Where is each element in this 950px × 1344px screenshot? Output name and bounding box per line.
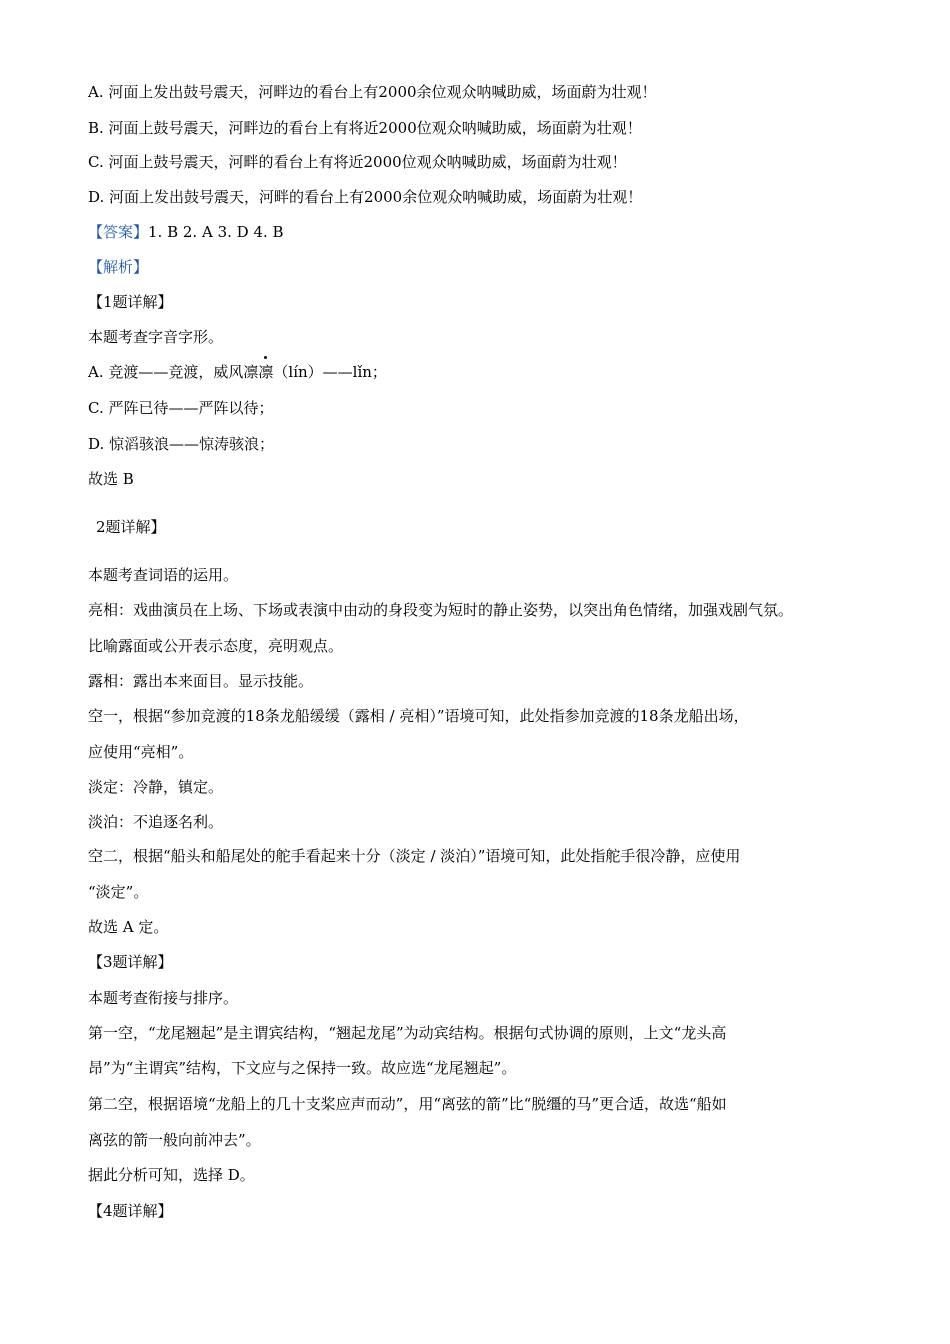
q3-intro: 本题考查衔接与排序。	[88, 989, 239, 1007]
option-a: A. 河面上发出鼓号震天，河畔边的看台上有2000余位观众呐喊助威，场面蔚为壮观！	[88, 83, 657, 101]
q1-heading: 【1题详解】	[88, 293, 173, 311]
q2-line-1: 亮相：戏曲演员在上场、下场或表演中由动的身段变为短时的静止姿势，以突出角色情绪，加强戏剧气氛。	[88, 601, 794, 619]
answer-line	[88, 222, 284, 242]
analysis-label: 【解析】	[88, 258, 149, 276]
q1-conclusion: 故选 B	[88, 470, 134, 488]
q1-option-a	[88, 362, 387, 382]
q2-conclusion: 故选 A 定。	[88, 918, 169, 936]
q2-line-2: 比喻露面或公开表示态度，亮明观点。	[88, 637, 344, 655]
q4-heading: 【4题详解】	[88, 1202, 173, 1220]
q1-a-dotted: 凛	[258, 363, 274, 381]
q3-line-1: 第一空，“龙尾翘起”是主谓宾结构，“翘起龙尾”为动宾结构。根据句式协调的原则，上文“龙头高	[88, 1024, 727, 1042]
q3-heading: 【3题详解】	[88, 953, 173, 971]
q1-option-d: D. 惊滔骇浪——惊涛骇浪；	[88, 435, 275, 453]
q2-heading: 2题详解】	[96, 518, 166, 536]
q2-line-8: 空二，根据“船头和船尾处的舵手看起来十分（淡定 / 淡泊）”语境可知，此处指舵手很冷静，应使用	[88, 847, 741, 865]
q2-line-9: “淡定”。	[88, 883, 149, 901]
q1-intro: 本题考查字音字形。	[88, 328, 224, 346]
q2-line-3: 露相：露出本来面目。显示技能。	[88, 672, 314, 690]
q1-option-c: C. 严阵已待——严阵以待；	[88, 399, 274, 417]
q1-a-before: A. 竞渡——竞渡，威风凛	[88, 363, 259, 381]
option-c: C. 河面上鼓号震天，河畔的看台上有将近2000位观众呐喊助威，场面蔚为壮观！	[88, 153, 627, 171]
q3-line-2: 昂”为“主谓宾”结构，下文应与之保持一致。故应选“龙尾翘起”。	[88, 1059, 517, 1077]
q3-line-4: 离弦的箭一般向前冲去”。	[88, 1131, 261, 1149]
q2-line-6: 淡定：冷静，镇定。	[88, 778, 224, 796]
q3-conclusion: 据此分析可知，选择 D。	[88, 1166, 255, 1184]
q2-line-5: 应使用“亮相”。	[88, 743, 194, 761]
option-d: D. 河面上发出鼓号震天，河畔的看台上有2000余位观众呐喊助威，场面蔚为壮观！	[88, 188, 643, 206]
answer-text: 1. B 2. A 3. D 4. B	[148, 223, 284, 241]
option-b: B. 河面上鼓号震天，河畔边的看台上有将近2000位观众呐喊助威，场面蔚为壮观！	[88, 119, 642, 137]
q2-intro: 本题考查词语的运用。	[88, 566, 239, 584]
q3-line-3: 第二空，根据语境“龙船上的几十支桨应声而动”，用“离弦的箭”比“脱缰的马”更合适，故选“船如	[88, 1095, 727, 1113]
answer-label: 【答案】	[88, 223, 149, 241]
q1-a-after: （lín）——lǐn；	[273, 363, 387, 381]
q2-line-7: 淡泊：不追逐名利。	[88, 813, 224, 831]
q2-line-4: 空一，根据“参加竞渡的18条龙船缓缓（露相 / 亮相）”语境可知，此处指参加竞渡的18条龙船出场，	[88, 707, 749, 725]
